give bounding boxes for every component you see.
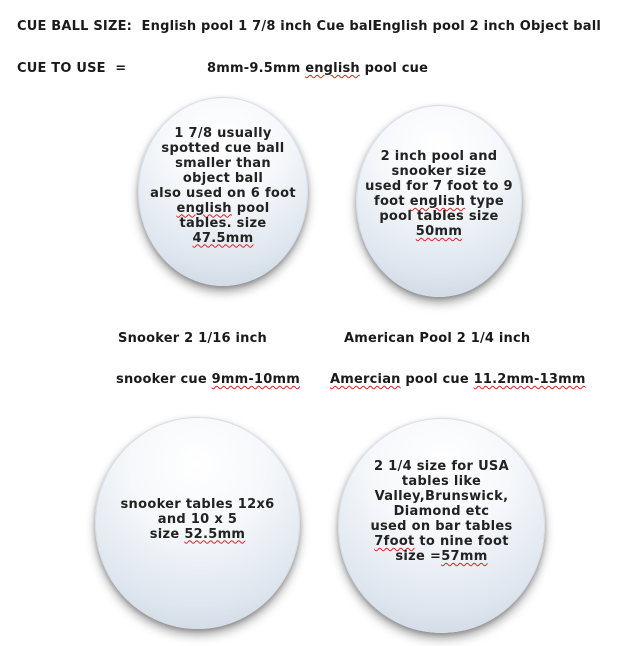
circle-line-part: 7foot	[374, 534, 415, 549]
circle-line-part: size =	[395, 549, 442, 564]
circle-line	[365, 194, 513, 209]
circle-line-part: english	[409, 194, 466, 209]
cue-ball-size-line	[17, 19, 377, 34]
circle-line-part: type	[469, 194, 504, 209]
circle-line: 1 7/8 usually	[174, 125, 272, 141]
circle-line-part: foot	[374, 194, 405, 209]
english-cue-ball-circle	[138, 97, 308, 286]
american-ball-circle	[338, 418, 545, 633]
snooker-cue-label: snooker cue	[116, 372, 207, 387]
english-object-ball-text	[365, 149, 513, 239]
circle-line: spotted cue ball	[161, 140, 285, 156]
american-ball-text	[370, 459, 512, 564]
circle-line-part: 57mm	[441, 549, 488, 564]
circle-line-part: pool	[236, 200, 270, 216]
circle-line-part: to nine foot	[419, 534, 509, 549]
american-cue-value: 11.2mm-13mm	[473, 372, 586, 387]
circle-line	[365, 224, 513, 239]
english-cue-ball-text	[150, 126, 296, 246]
cue-to-use-value-b: english	[305, 61, 360, 76]
circle-line: tables. size	[179, 215, 267, 231]
circle-line-part: english	[176, 200, 232, 216]
cue-to-use-value-c: pool cue	[364, 61, 429, 76]
circle-line-part: 50mm	[415, 224, 463, 239]
circle-line	[370, 534, 512, 549]
snooker-cue-value: 9mm-10mm	[211, 372, 300, 387]
circle-line	[370, 549, 512, 564]
american-size: American Pool 2 1/4 inch	[344, 331, 531, 346]
cue-to-use-label: CUE TO USE	[17, 61, 106, 76]
snooker-ball-text	[121, 497, 275, 542]
cue-ball-size-value: English pool 1 7/8 inch Cue ball	[141, 19, 378, 34]
american-cue-label-b: pool cue	[405, 372, 469, 387]
circle-line	[150, 231, 296, 246]
circle-line	[121, 527, 275, 542]
circle-line: pool tables size	[379, 209, 499, 224]
circle-line: and 10 x 5	[157, 511, 238, 527]
circle-line: used for 7 foot to 9	[365, 179, 513, 194]
circle-line: object ball	[182, 170, 264, 186]
object-ball-size-value: English pool 2 inch Object ball	[373, 19, 602, 34]
american-cue-label-a: Amercian	[330, 372, 401, 387]
cue-ball-size-label: CUE BALL SIZE:	[17, 19, 133, 34]
snooker-cue-line	[116, 372, 300, 387]
cue-to-use-value	[207, 61, 428, 76]
snooker-size: Snooker 2 1/16 inch	[118, 331, 267, 346]
cue-to-use-line	[17, 61, 126, 76]
snooker-ball-circle	[95, 417, 300, 629]
circle-line: 2 inch pool and	[380, 149, 498, 164]
circle-line: Diamond etc	[393, 504, 490, 519]
circle-line: snooker tables 12x6	[120, 496, 275, 512]
circle-line: tables like	[401, 474, 482, 489]
circle-line: used on bar tables	[370, 519, 513, 534]
circle-line: snooker size	[391, 164, 487, 179]
circle-line-part: 52.5mm	[184, 526, 246, 542]
circle-line-part: size	[149, 526, 180, 542]
cue-to-use-equals: =	[115, 61, 127, 76]
american-cue-line	[330, 372, 586, 387]
circle-line	[150, 201, 296, 216]
english-object-ball-circle	[356, 105, 522, 297]
circle-line: 2 1/4 size for USA	[374, 459, 509, 474]
cue-to-use-value-a: 8mm-9.5mm	[207, 61, 301, 76]
circle-line: also used on 6 foot	[150, 185, 296, 201]
circle-line: smaller than	[175, 155, 271, 171]
circle-line: Valley,Brunswick,	[374, 489, 509, 504]
circle-line-part: 47.5mm	[192, 230, 254, 246]
